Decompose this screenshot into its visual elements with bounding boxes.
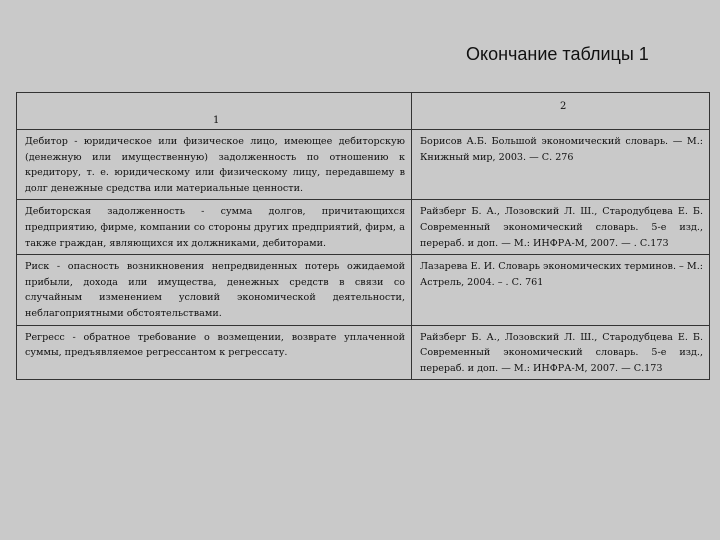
term-cell: Риск - опасность возникновения непредвиденных потерь ожидаемой прибыли, дохода или имущества, денежных средств в связи со случайным изменением условий экономической деятельности, неблагоприятными обстоятельствами. (17, 255, 412, 325)
header-label-1: 1 (213, 115, 220, 126)
header-cell-1 (17, 93, 412, 130)
header-cell-2 (412, 93, 710, 130)
table-row (17, 325, 710, 380)
table-row (17, 130, 710, 200)
table-header-row (17, 93, 710, 130)
source-cell: Райзберг Б. А., Лозовский Л. Ш., Стародубцева Е. Б. Современный экономический словарь. 5-е изд., перераб. и доп. — М.: ИНФРА-М, 2007. — С.173 (412, 325, 710, 380)
header-label-2: 2 (560, 101, 567, 112)
source-cell: Борисов А.Б. Большой экономический словарь. — М.: Книжный мир, 2003. — С. 276 (412, 130, 710, 200)
table-row (17, 255, 710, 325)
definitions-table (16, 92, 710, 380)
term-cell: Дебитор - юридическое или физическое лицо, имеющее дебиторскую (денежную или имущественную) задолженность по отношению к кредитору, т. е. юридическому или физическому лицу, передавшему в долг денежные средства или материальные ценности. (17, 130, 412, 200)
source-cell: Райзберг Б. А., Лозовский Л. Ш., Стародубцева Е. Б. Современный экономический словарь. 5-е изд., перераб. и доп. — М.: ИНФРА-М, 2007. — . С.173 (412, 200, 710, 255)
page-title: Окончание таблицы 1 (466, 44, 649, 64)
term-cell: Дебиторская задолженность - сумма долгов, причитающихся предприятию, фирме, компании со стороны других предприятий, фирм, а также граждан, являющихся их должниками, дебиторами. (17, 200, 412, 255)
term-cell: Регресс - обратное требование о возмещении, возврате уплаченной суммы, предъявляемое регрессантом к регрессату. (17, 325, 412, 380)
source-cell: Лазарева Е. И. Словарь экономических терминов. – М.: Астрель, 2004. – . С. 761 (412, 255, 710, 325)
table-row (17, 200, 710, 255)
